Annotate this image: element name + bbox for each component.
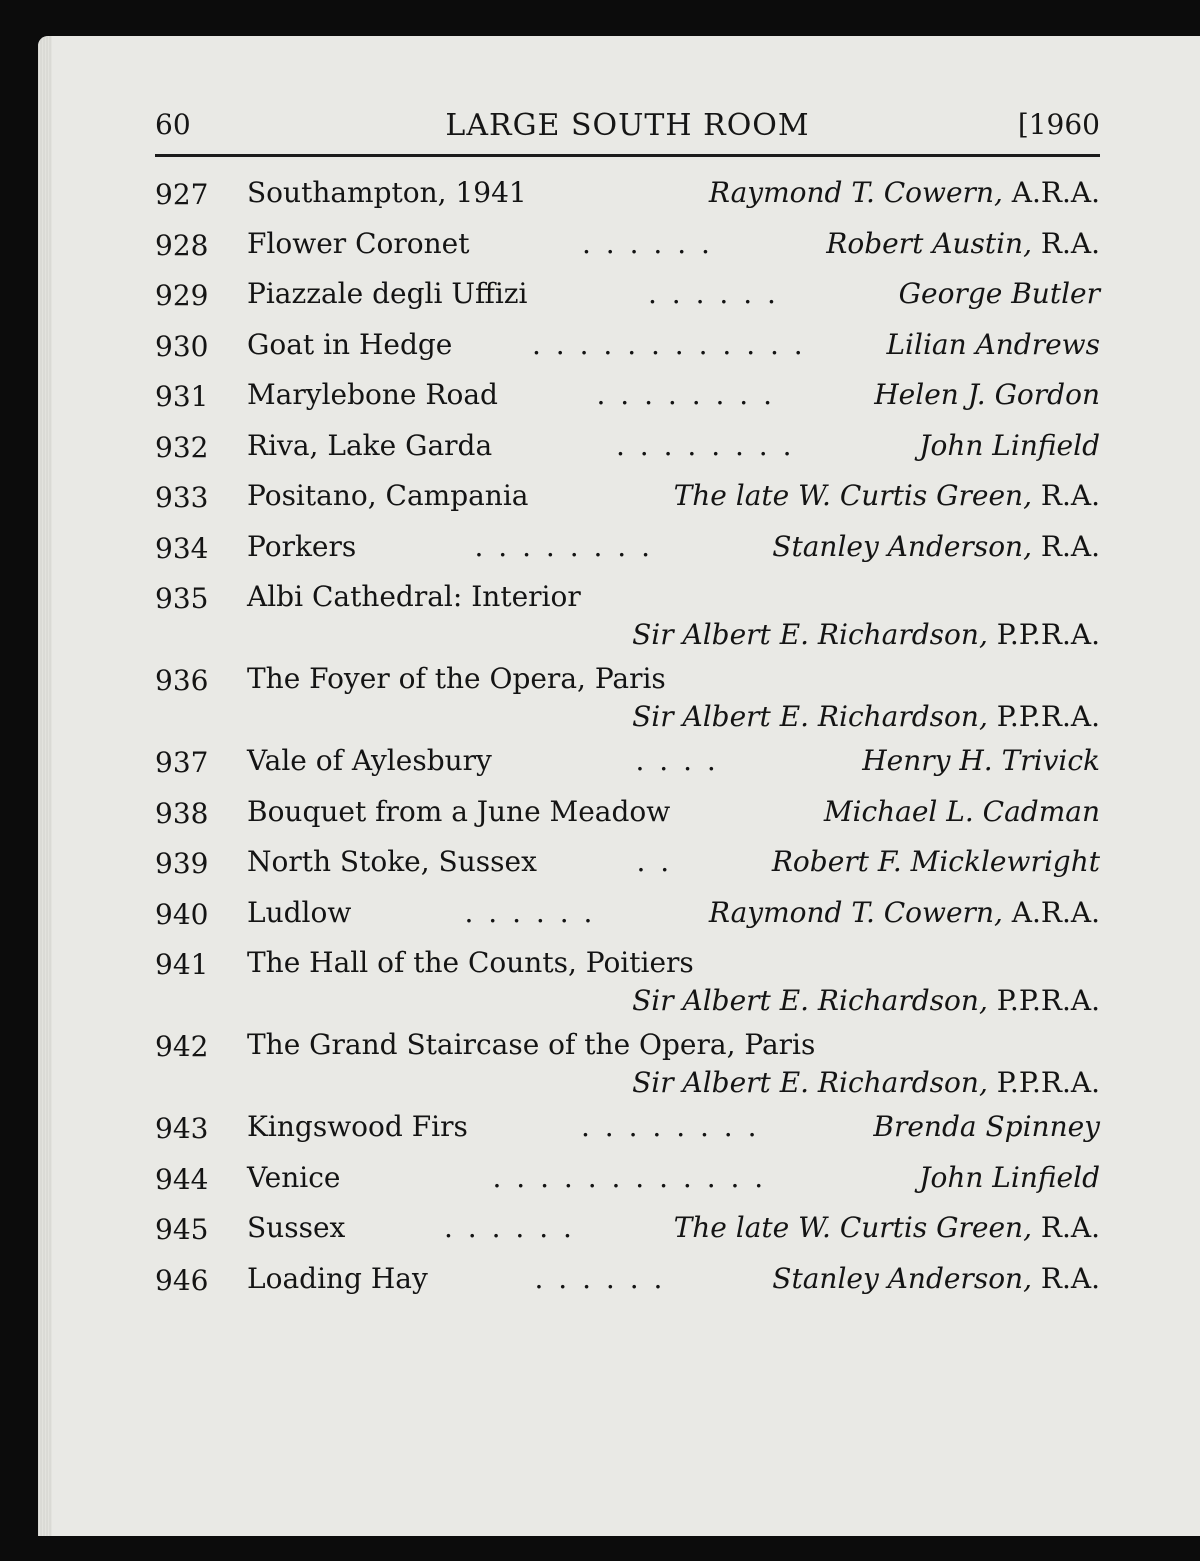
artist-credit <box>674 1211 1100 1244</box>
artwork-title: Southampton, 1941 <box>247 176 527 209</box>
artwork-title: Vale of Aylesbury <box>247 744 492 777</box>
dot-leaders: . . . . . . . . <box>596 378 776 411</box>
catalogue-entry <box>155 328 1100 379</box>
artist-name: Robert Austin, <box>826 226 1032 260</box>
dot-leaders: . . . . . . . . . . . . <box>492 1160 767 1194</box>
artist-credit <box>899 277 1100 310</box>
catalogue-entry <box>155 227 1100 278</box>
artist-name: The late W. Curtis Green, <box>673 479 1032 512</box>
entry-number: 932 <box>155 430 209 464</box>
page-edges <box>38 36 52 1536</box>
artist-honours: A.R.A. <box>1002 895 1100 929</box>
artwork-title: Goat in Hedge <box>247 327 453 361</box>
artist-credit <box>862 744 1100 777</box>
entry-number: 928 <box>155 228 209 262</box>
artist-honours: R.A. <box>1031 1211 1100 1244</box>
entry-number: 938 <box>155 796 209 830</box>
catalogue-entry <box>155 662 1100 744</box>
artwork-title: Sussex <box>247 1211 346 1244</box>
artist-honours: R.A. <box>1031 479 1100 512</box>
header-rule <box>155 154 1100 157</box>
dot-leaders: . . . . . . <box>582 226 713 260</box>
artist-credit <box>919 1161 1100 1194</box>
artist-credit <box>826 227 1100 260</box>
catalogue-entry <box>155 479 1100 530</box>
artist-name: Raymond T. Cowern, <box>708 176 1003 209</box>
artist-credit <box>674 479 1100 512</box>
artist-credit <box>874 378 1100 411</box>
catalogue-list <box>155 176 1100 1312</box>
artist-credit <box>919 429 1100 462</box>
artist-credit <box>772 1262 1100 1295</box>
page-header <box>155 108 1100 152</box>
artist-credit <box>873 1110 1100 1143</box>
catalogue-entry <box>155 744 1100 795</box>
catalogue-entry <box>155 1161 1100 1212</box>
dot-leaders: . . . . . . . . <box>616 428 795 462</box>
artist-name: Michael L. Cadman <box>823 794 1100 828</box>
catalogue-entry <box>155 1110 1100 1161</box>
artist-honours: P.P.R.A. <box>987 1066 1100 1099</box>
catalogue-entry <box>155 378 1100 429</box>
dot-leaders: . . . . <box>635 744 719 777</box>
catalogue-entry <box>155 530 1100 581</box>
artwork-title: The Hall of the Counts, Poitiers <box>247 946 694 979</box>
catalogue-entry <box>155 429 1100 480</box>
artist-name: John Linfield <box>919 428 1100 462</box>
artist-honours: R.A. <box>1031 529 1100 563</box>
artist-name: Henry H. Trivick <box>862 744 1100 777</box>
artwork-title: The Grand Staircase of the Opera, Paris <box>247 1028 816 1061</box>
entry-number: 927 <box>155 178 209 211</box>
artist-credit <box>632 618 1100 651</box>
artist-name: Sir Albert E. Richardson, <box>632 1066 988 1099</box>
artwork-title: Marylebone Road <box>247 378 498 411</box>
artist-honours: A.R.A. <box>1002 176 1100 209</box>
dot-leaders: . . . . . . <box>444 1211 575 1244</box>
artwork-title: Kingswood Firs <box>247 1110 468 1143</box>
artist-honours: R.A. <box>1031 226 1100 260</box>
artist-credit <box>632 700 1100 733</box>
artwork-title: Porkers <box>247 529 357 563</box>
artist-name: Stanley Anderson, <box>772 529 1032 563</box>
artist-name: Sir Albert E. Richardson, <box>632 618 988 651</box>
entry-number: 943 <box>155 1112 209 1145</box>
room-title: LARGE SOUTH ROOM <box>445 108 810 143</box>
artist-name: Raymond T. Cowern, <box>708 895 1003 929</box>
entry-number: 942 <box>155 1030 209 1063</box>
artist-credit <box>772 530 1100 563</box>
catalogue-entry <box>155 1028 1100 1110</box>
entry-number: 944 <box>155 1162 209 1196</box>
catalogue-entry <box>155 946 1100 1028</box>
artist-name: Sir Albert E. Richardson, <box>632 700 988 733</box>
catalogue-entry <box>155 896 1100 947</box>
artwork-title: Positano, Campania <box>247 479 529 512</box>
artwork-title: Piazzale degli Uffizi <box>247 277 528 310</box>
artist-credit <box>772 845 1100 878</box>
artist-name: The late W. Curtis Green, <box>673 1211 1032 1244</box>
dot-leaders: . . . . . . . . <box>474 529 654 563</box>
artist-name: Helen J. Gordon <box>874 378 1100 411</box>
entry-number: 936 <box>155 664 209 697</box>
artist-credit <box>632 1066 1100 1099</box>
dot-leaders: . . . . . . . . . . . . <box>532 327 806 361</box>
artwork-title: North Stoke, Sussex <box>247 845 537 878</box>
dot-leaders: . . . . . . <box>648 277 779 310</box>
artist-name: Sir Albert E. Richardson, <box>632 984 988 1017</box>
artist-credit <box>824 795 1100 828</box>
artist-credit <box>886 328 1100 361</box>
artist-name: Robert F. Micklewright <box>771 845 1100 878</box>
catalogue-entry <box>155 1211 1100 1262</box>
dot-leaders: . . <box>636 845 673 878</box>
catalogue-entry <box>155 795 1100 846</box>
artist-name: Brenda Spinney <box>873 1110 1100 1143</box>
entry-number: 939 <box>155 847 209 880</box>
artwork-title: Ludlow <box>247 895 352 929</box>
artist-name: Stanley Anderson, <box>772 1261 1032 1295</box>
entry-number: 933 <box>155 481 209 514</box>
catalogue-entry <box>155 176 1100 227</box>
entry-number: 946 <box>155 1263 209 1297</box>
entry-number: 929 <box>155 279 209 312</box>
catalogue-entry <box>155 1262 1100 1313</box>
entry-number: 934 <box>155 531 209 565</box>
artist-honours: P.P.R.A. <box>987 984 1100 1017</box>
artist-credit <box>709 896 1100 929</box>
artist-credit <box>632 984 1100 1017</box>
dot-leaders: . . . . . . <box>534 1261 666 1295</box>
catalogue-entry <box>155 277 1100 328</box>
artist-honours: P.P.R.A. <box>987 700 1100 733</box>
dot-leaders: . . . . . . <box>464 895 596 929</box>
artwork-title: Albi Cathedral: Interior <box>247 580 581 613</box>
artist-honours: P.P.R.A. <box>987 618 1100 651</box>
entry-number: 945 <box>155 1213 209 1246</box>
artwork-title: Loading Hay <box>247 1261 428 1295</box>
artwork-title: Venice <box>247 1160 341 1194</box>
catalogue-entry <box>155 580 1100 662</box>
artist-honours: R.A. <box>1031 1261 1100 1295</box>
year-label: [1960 <box>1017 108 1100 141</box>
artist-name: John Linfield <box>919 1160 1100 1194</box>
artwork-title: Flower Coronet <box>247 226 470 260</box>
artist-name: Lilian Andrews <box>886 327 1100 361</box>
artwork-title: Bouquet from a June Meadow <box>247 794 671 828</box>
page-number: 60 <box>155 108 191 141</box>
entry-number: 930 <box>155 329 209 363</box>
entry-number: 940 <box>155 897 209 931</box>
entry-number: 937 <box>155 746 209 779</box>
entry-number: 941 <box>155 948 209 981</box>
entry-number: 935 <box>155 582 209 615</box>
catalogue-entry <box>155 845 1100 896</box>
artist-credit <box>709 176 1100 209</box>
artwork-title: Riva, Lake Garda <box>247 428 493 462</box>
dot-leaders: . . . . . . . . <box>581 1110 760 1143</box>
entry-number: 931 <box>155 380 209 413</box>
artwork-title: The Foyer of the Opera, Paris <box>247 662 666 695</box>
artist-name: George Butler <box>898 277 1100 310</box>
